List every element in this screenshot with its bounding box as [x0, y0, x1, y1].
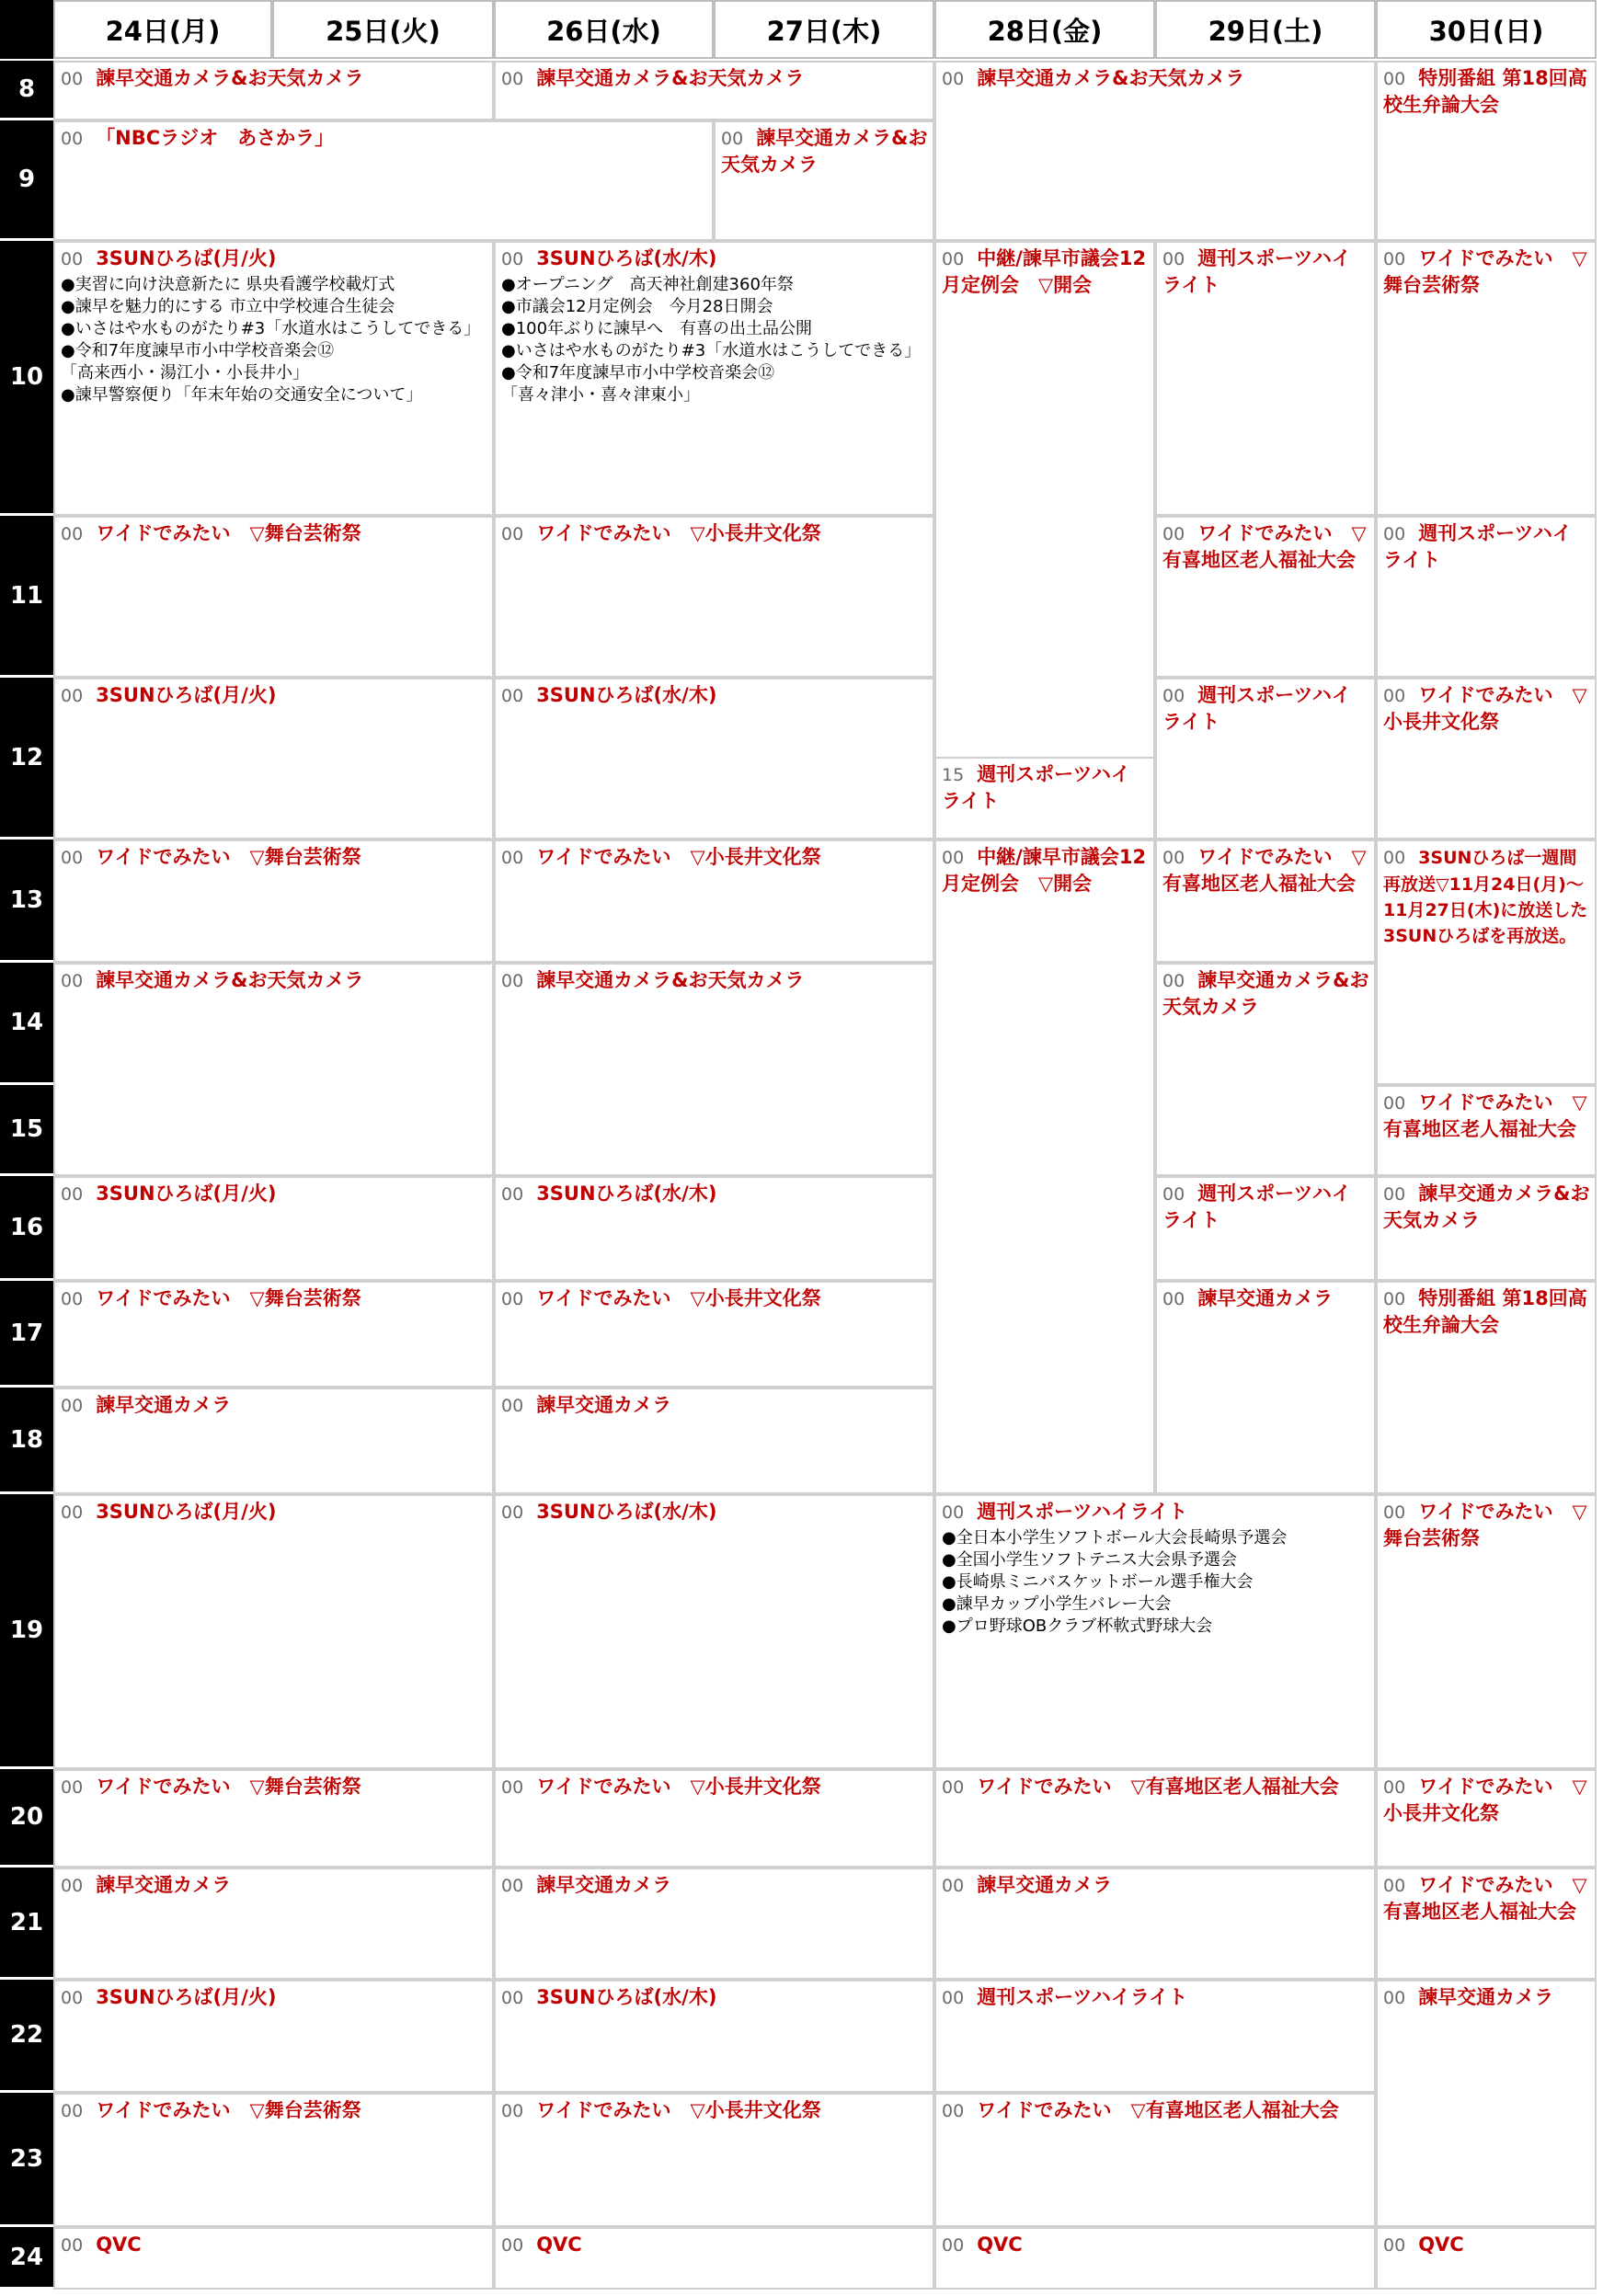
program-title-line [61, 246, 487, 272]
program-detail-item: ●長崎県ミニバスケットボール選手権大会 [942, 1572, 1254, 1592]
program-title-line [501, 2232, 928, 2258]
program-cell[interactable] [934, 61, 1376, 241]
program-title: ワイドでみたい ▽有喜地区老人福祉大会 [977, 2099, 1339, 2121]
program-cell[interactable] [53, 963, 494, 1176]
hour-label: 15 [0, 1085, 53, 1176]
program-title-line [501, 1499, 928, 1525]
start-minute: 00 [501, 249, 524, 269]
program-title-line [1383, 1872, 1590, 1925]
start-minute: 00 [501, 686, 524, 706]
hour-label: 19 [0, 1494, 53, 1769]
start-minute: 00 [501, 848, 524, 868]
program-title-line [61, 844, 487, 871]
program-cell[interactable] [53, 61, 494, 120]
program-title: ワイドでみたい ▽小長井文化祭 [1383, 684, 1587, 733]
program-title: ワイドでみたい ▽舞台芸術祭 [1383, 1501, 1587, 1549]
program-description: 3SUNひろば一週間再放送▽11月24日(月)～11月27日(木)に放送した3SUNひろばを再放送。 [1383, 848, 1588, 946]
program-detail-item: ●いさはや水ものがたり#3「水道水はこうしてできる」 [61, 319, 481, 338]
program-cell[interactable] [1376, 516, 1597, 678]
program-detail-item: ●全国小学生ソフトテニス大会県予選会 [942, 1550, 1237, 1570]
program-cell[interactable] [934, 1868, 1376, 1980]
program-title: ワイドでみたい ▽有喜地区老人福祉大会 [1383, 1091, 1587, 1140]
program-title-line [61, 2097, 487, 2124]
program-title: ワイドでみたい ▽舞台芸術祭 [96, 522, 361, 544]
start-minute: 00 [61, 971, 84, 991]
program-cell[interactable] [494, 516, 934, 678]
program-title: 中継/諫早市議会12月定例会 ▽開会 [942, 846, 1147, 895]
program-title: 特別番組 第18回高校生弁論大会 [1383, 1287, 1587, 1336]
start-minute: 00 [61, 1876, 84, 1896]
program-detail-item: ●オープニング 高天神社創建360年祭 [501, 275, 794, 294]
program-detail-item: 「高来西小・湯江小・小長井小」 [61, 363, 309, 383]
program-title: 諫早交通カメラ [96, 1874, 232, 1896]
hour-label: 10 [0, 241, 53, 516]
start-minute: 00 [1162, 971, 1185, 991]
program-title: ワイドでみたい ▽舞台芸術祭 [96, 1287, 361, 1309]
program-title: 諫早交通カメラ&お天気カメラ [96, 969, 364, 991]
program-cell[interactable] [934, 241, 1155, 840]
start-minute: 00 [1383, 69, 1406, 89]
start-minute: 00 [1162, 249, 1185, 269]
program-title-line [1162, 1285, 1369, 1312]
program-title-line [942, 1499, 1369, 1525]
program-cell[interactable] [494, 963, 934, 1176]
program-title-line [942, 2232, 1369, 2258]
start-minute: 00 [942, 1777, 965, 1798]
program-detail-item: ●いさはや水ものがたり#3「水道水はこうしてできる」 [501, 341, 922, 360]
program-cell[interactable] [1376, 1980, 1597, 2227]
program-title: 3SUNひろば(水/木) [536, 247, 717, 269]
program-title: 週刊スポーツハイライト [977, 1986, 1188, 2008]
program-title-line [501, 520, 928, 547]
program-cell[interactable] [494, 1176, 934, 1281]
program-title-line [501, 1872, 928, 1899]
program-cell[interactable] [1376, 241, 1597, 516]
program-cell[interactable] [1155, 840, 1376, 963]
program-title: 週刊スポーツハイライト [1162, 684, 1351, 733]
hour-label: 24 [0, 2227, 53, 2290]
program-cell[interactable] [53, 2093, 494, 2227]
program-title: 週刊スポーツハイライト [1383, 522, 1572, 571]
program-title: ワイドでみたい ▽小長井文化祭 [536, 1776, 821, 1798]
program-title: QVC [977, 2233, 1023, 2256]
start-minute: 00 [721, 129, 744, 149]
program-title-line [61, 1872, 487, 1899]
program-title-line [501, 1392, 928, 1419]
start-minute: 00 [942, 249, 965, 269]
program-cell[interactable] [494, 1281, 934, 1388]
start-minute: 00 [61, 1988, 84, 2008]
start-minute: 00 [61, 524, 84, 544]
program-title-line [501, 1984, 928, 2011]
start-minute: 15 [942, 765, 965, 785]
program-title: 諫早交通カメラ&お天気カメラ [977, 67, 1245, 89]
program-title: 諫早交通カメラ&お天気カメラ [536, 67, 805, 89]
start-minute: 00 [1383, 686, 1406, 706]
program-cell[interactable] [1376, 678, 1597, 840]
program-title-line [61, 1285, 487, 1312]
program-cell[interactable] [494, 241, 934, 516]
start-minute: 00 [1383, 1184, 1406, 1205]
program-title-line [61, 125, 707, 152]
program-cell[interactable] [53, 1388, 494, 1494]
program-title: 諫早交通カメラ&お天気カメラ [536, 969, 805, 991]
program-detail-item: ●市議会12月定例会 今月28日開会 [501, 297, 773, 316]
start-minute: 00 [1383, 1093, 1406, 1114]
program-cell[interactable] [53, 241, 494, 516]
program-cell[interactable] [1376, 1281, 1597, 1494]
start-minute: 00 [501, 1502, 524, 1523]
program-title: ワイドでみたい ▽小長井文化祭 [536, 846, 821, 868]
program-title-line [1383, 1285, 1590, 1338]
start-minute: 00 [61, 686, 84, 706]
start-minute: 00 [501, 1289, 524, 1309]
day-header: 26日(水) [494, 0, 714, 59]
program-title-line [942, 65, 1369, 92]
program-detail-item: ●令和7年度諫早市小中学校音楽会⑫ [61, 341, 335, 360]
start-minute: 00 [61, 69, 84, 89]
program-title: 3SUNひろば(水/木) [536, 1986, 717, 2008]
program-title: 特別番組 第18回高校生弁論大会 [1383, 67, 1587, 116]
hour-label: 16 [0, 1176, 53, 1281]
program-title: 3SUNひろば(水/木) [536, 684, 717, 706]
start-minute: 00 [1162, 1184, 1185, 1205]
program-cell[interactable] [53, 678, 494, 840]
day-header: 24日(月) [53, 0, 272, 59]
program-cell[interactable] [1376, 1085, 1597, 1176]
program-title: 諫早交通カメラ&お天気カメラ [1162, 969, 1369, 1018]
program-cell[interactable] [1376, 2227, 1597, 2290]
program-title: ワイドでみたい ▽舞台芸術祭 [1383, 247, 1587, 296]
program-detail-item: ●100年ぶりに諫早へ 有喜の出土品公開 [501, 319, 813, 338]
program-title: 「NBCラジオ あさかラ」 [96, 127, 335, 149]
program-cell[interactable] [934, 840, 1155, 1494]
start-minute: 00 [61, 2101, 84, 2121]
start-minute: 00 [1383, 2235, 1406, 2256]
program-title: ワイドでみたい ▽小長井文化祭 [536, 2099, 821, 2121]
start-minute: 00 [501, 524, 524, 544]
program-cell[interactable] [53, 1494, 494, 1769]
program-title: 3SUNひろば(月/火) [96, 1182, 277, 1205]
program-title: 諫早交通カメラ&お天気カメラ [96, 67, 364, 89]
start-minute: 00 [1162, 524, 1185, 544]
program-title: 諫早交通カメラ&お天気カメラ [721, 127, 928, 176]
program-title: QVC [536, 2233, 582, 2256]
start-minute: 00 [942, 1502, 965, 1523]
program-title-line [1162, 1181, 1369, 1233]
start-minute: 00 [942, 2101, 965, 2121]
program-cell[interactable] [494, 1980, 934, 2093]
program-cell[interactable] [53, 516, 494, 678]
program-title-line [1383, 1090, 1590, 1142]
program-cell[interactable] [53, 1868, 494, 1980]
program-title-line [1383, 520, 1590, 573]
start-minute: 00 [501, 1876, 524, 1896]
start-minute: 00 [942, 69, 965, 89]
program-title-line [1162, 520, 1369, 573]
program-detail-item: ●諫早を魅力的にする 市立中学校連合生徒会 [61, 297, 395, 316]
program-cell[interactable] [494, 1868, 934, 1980]
program-detail-item: ●諫早警察便り「年末年始の交通安全について」 [61, 385, 423, 405]
program-cell[interactable] [1155, 241, 1376, 516]
program-title: 諫早交通カメラ [536, 1874, 672, 1896]
program-cell[interactable] [1376, 1176, 1597, 1281]
hour-label: 11 [0, 516, 53, 678]
program-title-line [942, 246, 1149, 298]
program-cell[interactable] [1376, 1494, 1597, 1769]
program-title-line [1383, 844, 1590, 948]
program-title-line [61, 1499, 487, 1525]
start-minute: 00 [501, 1777, 524, 1798]
program-title: ワイドでみたい ▽小長井文化祭 [536, 1287, 821, 1309]
start-minute: 00 [1383, 1289, 1406, 1309]
program-cell[interactable] [1376, 61, 1597, 241]
program-cell[interactable] [53, 1281, 494, 1388]
program-title-line [721, 125, 928, 177]
program-title: 3SUNひろば(水/木) [536, 1182, 717, 1205]
program-cell[interactable] [714, 120, 934, 241]
program-title: 諫早交通カメラ [1197, 1287, 1334, 1309]
program-title-line [1383, 1181, 1590, 1233]
program-cell[interactable] [494, 840, 934, 963]
program-cell[interactable] [494, 678, 934, 840]
program-title-line [61, 1774, 487, 1800]
program-cell[interactable] [1155, 1281, 1376, 1494]
start-minute: 00 [1383, 524, 1406, 544]
start-minute: 00 [1162, 1289, 1185, 1309]
start-minute: 00 [1383, 1777, 1406, 1798]
program-title-line [1383, 65, 1590, 118]
program-cell[interactable] [934, 1769, 1376, 1868]
start-minute: 00 [501, 1184, 524, 1205]
program-cell[interactable] [1376, 1868, 1597, 1980]
program-cell[interactable] [934, 1980, 1376, 2093]
start-minute: 00 [1383, 249, 1406, 269]
program-title-line [61, 682, 487, 709]
program-details [942, 1527, 1369, 1638]
start-minute: 00 [1162, 686, 1185, 706]
program-details [501, 274, 928, 406]
program-title: 週刊スポーツハイライト [977, 1501, 1188, 1523]
start-minute: 00 [1383, 1988, 1406, 2008]
hour-label: 9 [0, 120, 53, 241]
program-title-line [1383, 246, 1590, 298]
start-minute: 00 [61, 848, 84, 868]
program-title-line [61, 1392, 487, 1419]
hour-label: 17 [0, 1281, 53, 1388]
start-minute: 00 [1383, 1876, 1406, 1896]
start-minute: 00 [61, 1289, 84, 1309]
program-title-line [1162, 844, 1369, 897]
start-minute: 00 [501, 2235, 524, 2256]
program-cell[interactable] [494, 61, 934, 120]
program-title-line [61, 65, 487, 92]
program-details [61, 274, 487, 406]
program-title: 諫早交通カメラ [1418, 1986, 1554, 2008]
program-cell[interactable] [934, 2227, 1376, 2290]
program-title-line [942, 1984, 1369, 2011]
program-cell[interactable] [1155, 516, 1376, 678]
program-cell[interactable] [1155, 1176, 1376, 1281]
program-cell[interactable] [934, 757, 1155, 840]
program-title: ワイドでみたい ▽舞台芸術祭 [96, 2099, 361, 2121]
program-title-line [501, 246, 928, 272]
start-minute: 00 [61, 1184, 84, 1205]
hour-label: 22 [0, 1980, 53, 2093]
program-cell[interactable] [1376, 840, 1597, 1085]
program-title-line [501, 682, 928, 709]
program-cell[interactable] [1376, 1769, 1597, 1868]
program-title-line [501, 967, 928, 994]
day-header: 27日(木) [714, 0, 934, 59]
program-cell[interactable] [494, 1388, 934, 1494]
start-minute: 00 [61, 129, 84, 149]
hour-label: 20 [0, 1769, 53, 1868]
start-minute: 00 [61, 1502, 84, 1523]
program-title-line [1383, 1984, 1590, 2011]
program-cell[interactable] [53, 1176, 494, 1281]
program-title-line [61, 967, 487, 994]
program-title-line [1162, 967, 1369, 1020]
day-header: 29日(土) [1155, 0, 1376, 59]
program-title: 諫早交通カメラ [977, 1874, 1113, 1896]
program-title: ワイドでみたい ▽小長井文化祭 [1383, 1776, 1587, 1824]
program-title: ワイドでみたい ▽有喜地区老人福祉大会 [1162, 522, 1367, 571]
program-title-line [1162, 682, 1369, 735]
hour-label: 8 [0, 61, 53, 120]
program-detail-item: ●実習に向け決意新たに 県央看護学校載灯式 [61, 275, 395, 294]
program-cell[interactable] [53, 2227, 494, 2290]
program-title: 諫早交通カメラ&お天気カメラ [1383, 1182, 1590, 1231]
start-minute: 00 [61, 2235, 84, 2256]
program-cell[interactable] [53, 1769, 494, 1868]
program-title: 3SUNひろば(月/火) [96, 1986, 277, 2008]
program-cell[interactable] [1155, 963, 1376, 1176]
start-minute: 00 [61, 249, 84, 269]
program-title-line [501, 1181, 928, 1207]
program-title-line [501, 1285, 928, 1312]
program-title-line [942, 1774, 1369, 1800]
start-minute: 00 [942, 2235, 965, 2256]
program-title-line [61, 2232, 487, 2258]
program-title: ワイドでみたい ▽舞台芸術祭 [96, 1776, 361, 1798]
start-minute: 00 [942, 1876, 965, 1896]
start-minute: 00 [501, 2101, 524, 2121]
program-title: ワイドでみたい ▽舞台芸術祭 [96, 846, 361, 868]
program-title-line [1162, 246, 1369, 298]
program-detail-item: 「喜々津小・喜々津東小」 [501, 385, 700, 405]
program-title: 3SUNひろば(月/火) [96, 247, 277, 269]
program-cell[interactable] [934, 2093, 1376, 2227]
corner-cell [0, 0, 53, 59]
hour-label: 18 [0, 1388, 53, 1494]
program-title: 諫早交通カメラ [96, 1394, 232, 1416]
program-title: ワイドでみたい ▽有喜地区老人福祉大会 [1162, 846, 1367, 895]
hour-label: 21 [0, 1868, 53, 1980]
hour-label: 13 [0, 840, 53, 963]
program-cell[interactable] [934, 1494, 1376, 1769]
program-title-line [61, 1984, 487, 2011]
program-title-line [942, 844, 1149, 897]
start-minute: 00 [1162, 848, 1185, 868]
program-cell[interactable] [494, 1494, 934, 1769]
program-title-line [942, 1872, 1369, 1899]
program-title: QVC [1418, 2233, 1464, 2256]
program-title-line [61, 520, 487, 547]
day-header: 25日(火) [272, 0, 494, 59]
start-minute: 00 [61, 1396, 84, 1416]
program-title: 3SUNひろば(水/木) [536, 1501, 717, 1523]
program-cell[interactable] [494, 1769, 934, 1868]
day-header: 28日(金) [934, 0, 1155, 59]
program-title-line [501, 1774, 928, 1800]
program-cell[interactable] [1155, 678, 1376, 840]
program-title-line [501, 844, 928, 871]
program-title: ワイドでみたい ▽有喜地区老人福祉大会 [1383, 1874, 1587, 1923]
program-title-line [942, 761, 1149, 814]
program-title-line [942, 2097, 1369, 2124]
program-title: ワイドでみたい ▽小長井文化祭 [536, 522, 821, 544]
start-minute: 00 [501, 69, 524, 89]
program-title-line [61, 1181, 487, 1207]
start-minute: 00 [501, 1396, 524, 1416]
program-cell[interactable] [53, 120, 714, 241]
program-title: 3SUNひろば(月/火) [96, 1501, 277, 1523]
program-title-line [1383, 1774, 1590, 1826]
program-title: 中継/諫早市議会12月定例会 ▽開会 [942, 247, 1147, 296]
program-cell[interactable] [53, 1980, 494, 2093]
start-minute: 00 [501, 971, 524, 991]
hour-label: 14 [0, 963, 53, 1085]
program-title-line [1383, 1499, 1590, 1551]
program-title-line [1383, 682, 1590, 735]
program-cell[interactable] [494, 2093, 934, 2227]
program-detail-item: ●諫早カップ小学生バレー大会 [942, 1594, 1172, 1614]
start-minute: 00 [61, 1777, 84, 1798]
program-title: 週刊スポーツハイライト [1162, 1182, 1351, 1231]
program-detail-item: ●令和7年度諫早市小中学校音楽会⑫ [501, 363, 775, 383]
program-title: ワイドでみたい ▽有喜地区老人福祉大会 [977, 1776, 1339, 1798]
program-title-line [1383, 2232, 1590, 2258]
program-title-line [501, 65, 928, 92]
program-title-line [501, 2097, 928, 2124]
hour-label: 12 [0, 678, 53, 840]
program-detail-item: ●全日本小学生ソフトボール大会長崎県予選会 [942, 1528, 1288, 1548]
program-cell[interactable] [494, 2227, 934, 2290]
start-minute: 00 [1383, 1502, 1406, 1523]
hour-label: 23 [0, 2093, 53, 2227]
program-title: 週刊スポーツハイライト [1162, 247, 1351, 296]
program-cell[interactable] [53, 840, 494, 963]
program-title: 諫早交通カメラ [536, 1394, 672, 1416]
start-minute: 00 [1383, 848, 1406, 868]
program-title: 3SUNひろば(月/火) [96, 684, 277, 706]
day-header: 30日(日) [1376, 0, 1597, 59]
program-detail-item: ●プロ野球OBクラブ杯軟式野球大会 [942, 1616, 1213, 1636]
program-title: 週刊スポーツハイライト [942, 763, 1130, 812]
start-minute: 00 [501, 1988, 524, 2008]
start-minute: 00 [942, 1988, 965, 2008]
start-minute: 00 [942, 848, 965, 868]
program-title: QVC [96, 2233, 142, 2256]
